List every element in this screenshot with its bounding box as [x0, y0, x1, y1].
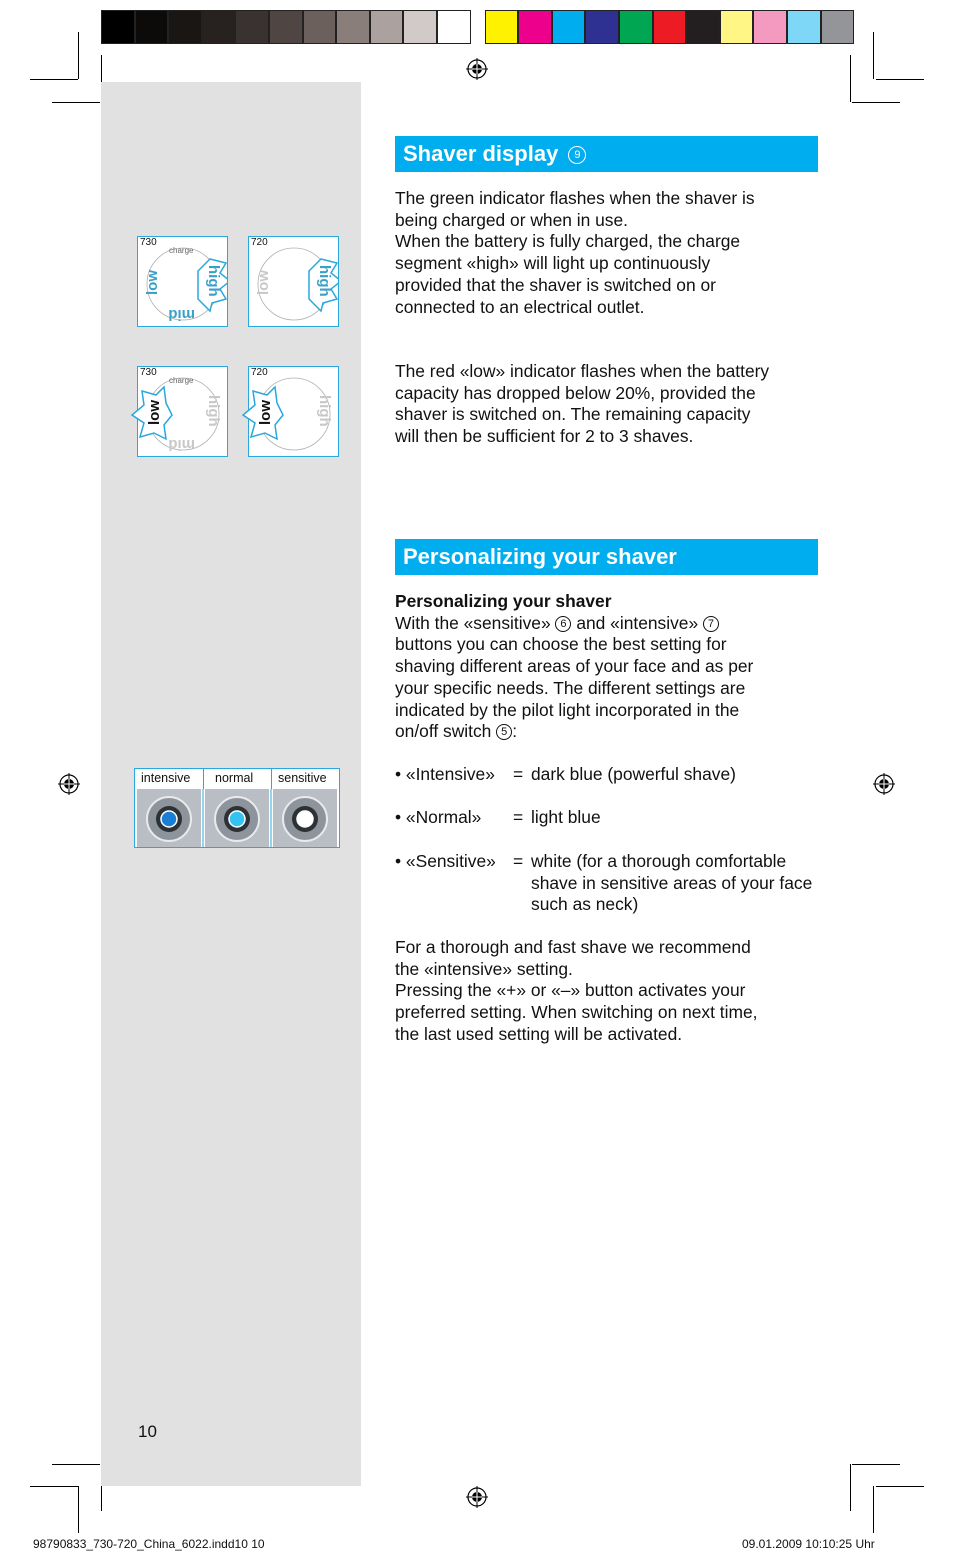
color-swatch	[168, 10, 202, 44]
color-swatch	[552, 10, 586, 44]
mode-label-intensive: intensive	[141, 771, 191, 785]
paragraph-red-low-indicator: The red «low» indicator flashes when the battery capacity has dropped below 20%, provided the shaver is switched on. The remaining capacity will then be sufficient for 2 to 3 shaves.	[395, 361, 770, 447]
mode-label-normal: normal	[215, 771, 254, 785]
color-swatch	[787, 10, 821, 44]
color-swatch	[686, 10, 720, 44]
reference-number: 7	[703, 616, 719, 632]
registration-mark-icon	[466, 58, 488, 80]
svg-text:low: low	[144, 270, 161, 295]
charge-display-icon	[138, 237, 228, 327]
page-number: 10	[138, 1422, 157, 1441]
model-label: 720	[251, 367, 268, 378]
low-display-icon	[138, 367, 229, 458]
section-heading-shaver-display	[395, 136, 818, 172]
bullet-sensitive: • «Sensitive» = white (for a thorough comfortable shave in sensitive areas of your face such as neck)	[395, 851, 813, 915]
color-swatch	[518, 10, 552, 44]
svg-text:mid: mid	[168, 306, 195, 323]
display-730-full-charge	[137, 236, 228, 327]
svg-text:charge: charge	[169, 376, 194, 385]
subheading: Personalizing your shaver	[395, 591, 612, 611]
svg-text:high: high	[316, 265, 333, 297]
color-swatch	[101, 10, 135, 44]
bullet-intensive: • «Intensive» = dark blue (powerful shave)	[395, 764, 736, 784]
model-label: 720	[251, 237, 268, 248]
section-title: Personalizing your shaver	[403, 544, 677, 569]
display-720-full-charge	[248, 236, 339, 327]
color-swatch	[303, 10, 337, 44]
svg-text:high: high	[205, 265, 222, 297]
pilot-light-sensitive	[273, 789, 337, 847]
paragraph-personalizing-intro: Personalizing your shaver With the «sensitive» 6 and «intensive» 7 buttons you can choose the best setting for shaving different areas of your face and as per your specific needs. The different settings are indicated by the pilot light incorporated in the on/off switch 5 :	[395, 591, 754, 742]
svg-text:mid: mid	[168, 436, 195, 453]
pilot-light-intensive	[137, 789, 201, 847]
bullet-normal: • «Normal» = light blue	[395, 807, 601, 827]
color-swatch	[269, 10, 303, 44]
color-swatch	[485, 10, 519, 44]
footer-file-info: 98790833_730-720_China_6022.indd10 10	[33, 1537, 265, 1551]
color-swatch	[585, 10, 619, 44]
color-calibration-bar	[101, 10, 855, 46]
svg-text:low: low	[146, 400, 163, 425]
mode-label-sensitive: sensitive	[278, 771, 327, 785]
color-swatch	[135, 10, 169, 44]
color-swatch	[202, 10, 236, 44]
reference-number: 5	[496, 724, 512, 740]
model-label: 730	[140, 367, 157, 378]
section-title: Shaver display	[403, 141, 559, 166]
reference-number: 9	[568, 146, 586, 164]
registration-mark-icon	[466, 1486, 488, 1508]
color-swatch	[336, 10, 370, 44]
paragraph-green-indicator: The green indicator flashes when the shaver is being charged or when in use. When the battery is fully charged, the charge segment «high» will light up continuously provided that the shaver is switched on or connected to an electrical outlet.	[395, 188, 755, 317]
svg-text:high: high	[205, 395, 222, 427]
low-display-icon	[249, 367, 340, 458]
display-730-low-charge	[137, 366, 228, 457]
svg-text:low: low	[255, 270, 272, 295]
pilot-light-normal	[205, 789, 269, 847]
color-swatch	[821, 10, 855, 44]
color-swatch	[437, 10, 471, 44]
footer-timestamp: 09.01.2009 10:10:25 Uhr	[742, 1537, 875, 1551]
pilot-light-icons	[135, 789, 339, 847]
registration-mark-icon	[873, 773, 895, 795]
model-label: 730	[140, 237, 157, 248]
display-720-low-charge	[248, 366, 339, 457]
color-swatch	[370, 10, 404, 44]
svg-text:low: low	[257, 400, 274, 425]
section-heading-personalizing	[395, 539, 818, 575]
charge-label: charge	[169, 246, 194, 255]
color-swatch	[653, 10, 687, 44]
color-swatch	[235, 10, 269, 44]
paragraph-recommendation: For a thorough and fast shave we recommend the «intensive» setting. Pressing the «+» or «–» button activates your preferred setting. When switching on next time, the last used setting will be activated.	[395, 937, 758, 1044]
color-swatch	[720, 10, 754, 44]
color-swatch	[619, 10, 653, 44]
reference-number: 6	[555, 616, 571, 632]
svg-text:high: high	[316, 395, 333, 427]
mode-settings-illustration	[134, 768, 340, 848]
color-swatch	[403, 10, 437, 44]
charge-display-icon	[249, 237, 339, 327]
color-swatch	[753, 10, 787, 44]
registration-mark-icon	[58, 773, 80, 795]
